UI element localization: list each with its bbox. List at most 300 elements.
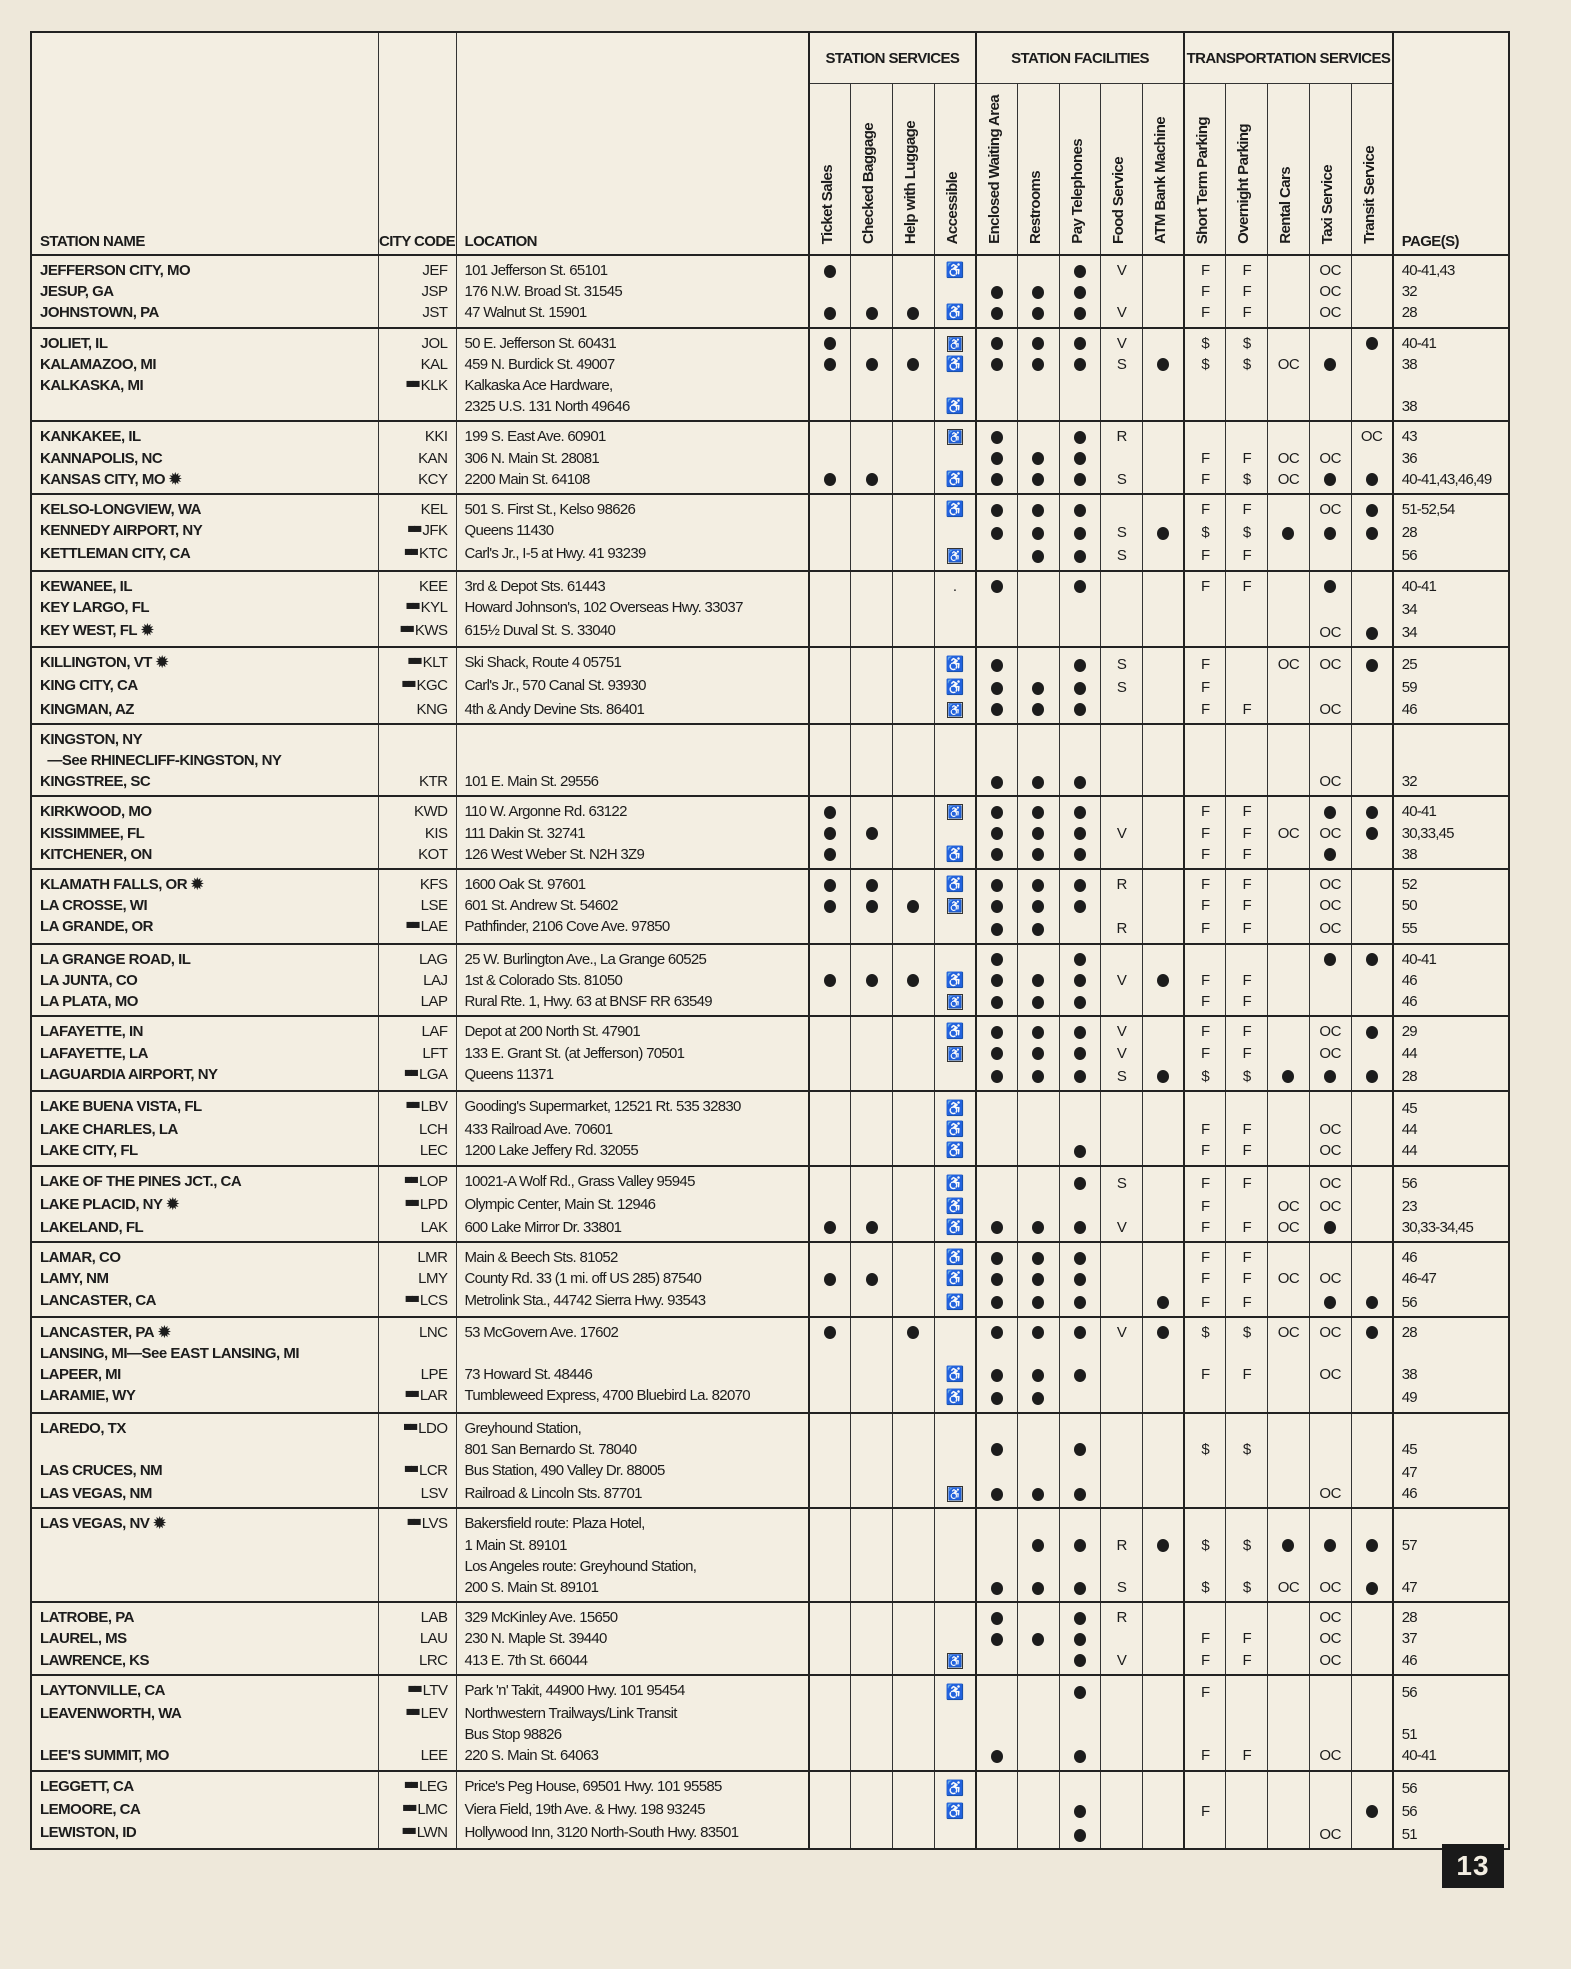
location-line: Bus Station, 490 Valley Dr. 88005 bbox=[464, 1461, 665, 1479]
filled-circle-icon bbox=[1032, 827, 1044, 840]
filled-circle-icon bbox=[824, 848, 836, 861]
location bbox=[456, 620, 809, 647]
service-cell bbox=[934, 281, 976, 302]
service-code: OC bbox=[1319, 624, 1341, 642]
service-cell bbox=[976, 448, 1018, 469]
service-cell bbox=[1268, 1385, 1310, 1412]
filled-circle-icon bbox=[1324, 1221, 1336, 1234]
location-line: 329 McKinley Ave. 15650 bbox=[464, 1609, 618, 1627]
location bbox=[456, 1602, 809, 1628]
service-cell bbox=[1017, 869, 1059, 895]
service-cell bbox=[1059, 1675, 1101, 1703]
location-line: 126 West Weber St. N2H 3Z9 bbox=[464, 845, 645, 863]
station-row bbox=[31, 1242, 1509, 1268]
service-cell bbox=[934, 1483, 976, 1508]
station-name bbox=[31, 991, 378, 1016]
service-code: F bbox=[1201, 803, 1210, 821]
filled-circle-icon bbox=[1032, 682, 1044, 695]
city-code-text: KLK bbox=[420, 377, 448, 395]
city-code bbox=[378, 944, 456, 970]
service-cell bbox=[976, 1268, 1018, 1289]
station-name bbox=[31, 944, 378, 970]
filled-circle-icon bbox=[991, 806, 1003, 819]
service-cell bbox=[1059, 1119, 1101, 1140]
filled-circle-icon bbox=[1032, 703, 1044, 716]
column-header bbox=[1226, 84, 1268, 256]
city-code bbox=[378, 1799, 456, 1822]
city-code bbox=[378, 1091, 456, 1119]
city-code-text: LMY bbox=[418, 1270, 448, 1288]
city-code bbox=[378, 1483, 456, 1508]
service-code: V bbox=[1116, 334, 1127, 352]
service-cell bbox=[1351, 1799, 1393, 1822]
service-cell bbox=[1309, 699, 1351, 724]
service-cell bbox=[1309, 1556, 1351, 1602]
service-code: F bbox=[1242, 1023, 1252, 1041]
station-name-text: LAS VEGAS, NV bbox=[40, 1515, 150, 1533]
wheelchair-icon: ♿ bbox=[945, 1249, 964, 1267]
service-cell bbox=[1309, 1166, 1351, 1194]
service-cell bbox=[1017, 421, 1059, 447]
location-line: 73 Howard St. 48446 bbox=[464, 1366, 593, 1384]
service-code: F bbox=[1201, 993, 1210, 1011]
filled-circle-icon bbox=[907, 974, 919, 987]
location-line: Price's Peg House, 69501 Hwy. 101 95585 bbox=[464, 1777, 722, 1795]
city-code-text: LAG bbox=[418, 950, 448, 968]
service-cell bbox=[1226, 944, 1268, 970]
filled-circle-icon bbox=[1366, 1805, 1378, 1818]
service-cell bbox=[892, 1602, 934, 1628]
city-code bbox=[378, 1317, 456, 1343]
service-cell bbox=[1226, 1119, 1268, 1140]
service-cell bbox=[1268, 421, 1310, 447]
service-cell bbox=[851, 1799, 893, 1822]
service-cell bbox=[1268, 916, 1310, 943]
station-name-text: KALAMAZOO, MI bbox=[40, 355, 156, 373]
service-cell bbox=[1101, 944, 1143, 970]
service-cell bbox=[892, 1043, 934, 1064]
filled-circle-icon bbox=[1074, 806, 1086, 819]
service-cell bbox=[1268, 1556, 1310, 1602]
station-name bbox=[31, 1290, 378, 1317]
filled-circle-icon bbox=[1032, 337, 1044, 350]
service-cell bbox=[1309, 991, 1351, 1016]
service-cell bbox=[1309, 1413, 1351, 1460]
filled-circle-icon bbox=[866, 1273, 878, 1286]
filled-circle-icon bbox=[1366, 1296, 1378, 1309]
location-line: Depot at 200 North St. 47901 bbox=[464, 1023, 641, 1041]
filled-circle-icon bbox=[991, 659, 1003, 672]
service-cell bbox=[1017, 1140, 1059, 1165]
service-cell bbox=[1351, 647, 1393, 675]
service-code: V bbox=[1116, 824, 1127, 842]
station-row bbox=[31, 647, 1509, 675]
service-cell bbox=[851, 421, 893, 447]
service-cell bbox=[1059, 1343, 1101, 1364]
service-cell bbox=[1226, 520, 1268, 543]
service-cell bbox=[1184, 328, 1226, 354]
service-cell bbox=[1226, 1343, 1268, 1364]
service-cell bbox=[976, 1556, 1018, 1602]
station-row bbox=[31, 895, 1509, 916]
service-code: F bbox=[1201, 470, 1210, 488]
service-cell bbox=[809, 1016, 851, 1042]
city-code-text: LAK bbox=[420, 1218, 448, 1236]
service-cell bbox=[1184, 1242, 1226, 1268]
service-code: F bbox=[1201, 1630, 1210, 1648]
service-cell bbox=[1017, 1628, 1059, 1649]
station-name-text: LAGUARDIA AIRPORT, NY bbox=[40, 1065, 218, 1083]
service-cell bbox=[1184, 1628, 1226, 1649]
column-header-label: Checked Baggage bbox=[860, 122, 878, 244]
filled-circle-icon bbox=[824, 827, 836, 840]
location bbox=[456, 844, 809, 869]
service-cell bbox=[892, 620, 934, 647]
city-code bbox=[378, 1628, 456, 1649]
filled-circle-icon bbox=[991, 337, 1003, 350]
station-name bbox=[31, 1242, 378, 1268]
filled-circle-icon bbox=[1366, 627, 1378, 640]
filled-circle-icon bbox=[1032, 504, 1044, 517]
service-cell bbox=[1351, 970, 1393, 991]
service-cell bbox=[892, 1508, 934, 1555]
service-cell bbox=[1184, 1217, 1226, 1242]
service-cell bbox=[1226, 699, 1268, 724]
location bbox=[456, 1675, 809, 1703]
city-code bbox=[378, 1043, 456, 1064]
service-cell bbox=[976, 1745, 1018, 1770]
service-cell bbox=[1059, 823, 1101, 844]
service-cell bbox=[1059, 916, 1101, 943]
service-code: $ bbox=[1201, 1578, 1210, 1596]
filled-circle-icon bbox=[991, 1273, 1003, 1286]
filled-circle-icon bbox=[824, 358, 836, 371]
service-code: F bbox=[1201, 304, 1210, 322]
service-cell bbox=[809, 1043, 851, 1064]
city-code bbox=[378, 1242, 456, 1268]
service-cell bbox=[1309, 1317, 1351, 1343]
column-header bbox=[976, 84, 1018, 256]
service-cell bbox=[1184, 1140, 1226, 1165]
station-name bbox=[31, 1194, 378, 1217]
city-code bbox=[378, 1194, 456, 1217]
pages: 40-41 bbox=[1393, 1745, 1509, 1770]
service-cell bbox=[809, 1745, 851, 1770]
service-cell bbox=[809, 281, 851, 302]
service-cell bbox=[892, 1460, 934, 1483]
city-code-text: LCR bbox=[418, 1461, 448, 1479]
city-code bbox=[378, 699, 456, 724]
filled-circle-icon bbox=[1074, 1296, 1086, 1309]
service-cell bbox=[1184, 823, 1226, 844]
location-line bbox=[465, 1343, 809, 1364]
service-cell bbox=[1226, 724, 1268, 771]
service-cell bbox=[1101, 796, 1143, 822]
station-name-text: LAFAYETTE, IN bbox=[40, 1023, 143, 1041]
city-code-text: JSP bbox=[421, 283, 448, 301]
service-cell bbox=[1184, 916, 1226, 943]
service-cell bbox=[809, 895, 851, 916]
service-cell bbox=[934, 869, 976, 895]
service-cell bbox=[1226, 1703, 1268, 1745]
service-cell bbox=[1017, 675, 1059, 698]
service-cell bbox=[1351, 1317, 1393, 1343]
pages: 40-41 bbox=[1393, 328, 1509, 354]
boxed-wheelchair-icon: ♿ bbox=[947, 995, 963, 1010]
service-cell bbox=[976, 520, 1018, 543]
filled-circle-icon bbox=[1366, 1070, 1378, 1083]
service-code: OC bbox=[1319, 876, 1341, 894]
service-cell bbox=[851, 597, 893, 620]
filled-circle-icon bbox=[866, 827, 878, 840]
service-cell bbox=[934, 771, 976, 796]
header-station-services: STATION SERVICES bbox=[809, 32, 976, 84]
service-code: $ bbox=[1242, 1440, 1251, 1458]
service-cell bbox=[1351, 916, 1393, 943]
service-cell bbox=[851, 1091, 893, 1119]
bus-icon: ▀▀ bbox=[408, 527, 421, 539]
station-group bbox=[31, 255, 1509, 328]
station-row bbox=[31, 597, 1509, 620]
station-name-text: KILLINGTON, VT bbox=[40, 654, 152, 672]
station-name bbox=[31, 1119, 378, 1140]
service-cell bbox=[1059, 302, 1101, 327]
service-cell bbox=[809, 302, 851, 327]
city-code bbox=[378, 1343, 456, 1364]
station-row bbox=[31, 1268, 1509, 1289]
filled-circle-icon bbox=[1324, 358, 1336, 371]
city-code-text: LAU bbox=[419, 1630, 448, 1648]
service-cell bbox=[851, 1822, 893, 1849]
service-cell bbox=[1226, 1140, 1268, 1165]
service-cell bbox=[934, 620, 976, 647]
service-code: OC bbox=[1319, 262, 1341, 279]
service-cell bbox=[1059, 1650, 1101, 1675]
service-code: OC bbox=[1277, 656, 1300, 674]
location bbox=[456, 1290, 809, 1317]
service-cell bbox=[976, 991, 1018, 1016]
service-cell bbox=[934, 328, 976, 354]
service-cell bbox=[934, 1675, 976, 1703]
service-cell bbox=[809, 1650, 851, 1675]
service-cell bbox=[1351, 944, 1393, 970]
station-row bbox=[31, 421, 1509, 447]
city-code-text: LWN bbox=[416, 1824, 448, 1841]
wheelchair-icon: ♿ bbox=[945, 262, 964, 279]
service-cell bbox=[976, 328, 1018, 354]
service-cell bbox=[892, 1091, 934, 1119]
service-cell bbox=[1059, 1194, 1101, 1217]
city-code bbox=[378, 448, 456, 469]
service-cell bbox=[1226, 1043, 1268, 1064]
service-cell bbox=[1101, 1343, 1143, 1364]
station-name bbox=[31, 869, 378, 895]
service-cell bbox=[1268, 1064, 1310, 1091]
location-line: 25 W. Burlington Ave., La Grange 60525 bbox=[464, 950, 707, 968]
service-cell bbox=[1017, 1650, 1059, 1675]
city-code-text: JFK bbox=[422, 522, 448, 540]
service-cell bbox=[1268, 1217, 1310, 1242]
service-cell bbox=[1017, 375, 1059, 421]
filled-circle-icon bbox=[1074, 1273, 1086, 1286]
service-cell bbox=[1059, 571, 1101, 597]
pages bbox=[1393, 1343, 1509, 1364]
service-cell bbox=[934, 1119, 976, 1140]
service-cell bbox=[1351, 1602, 1393, 1628]
service-cell bbox=[1351, 796, 1393, 822]
filled-circle-icon bbox=[1074, 286, 1086, 299]
service-cell bbox=[1226, 869, 1268, 895]
service-code: $ bbox=[1242, 1323, 1251, 1341]
station-name-text: LA JUNTA, CO bbox=[40, 971, 138, 989]
service-cell bbox=[892, 520, 934, 543]
service-cell bbox=[976, 823, 1018, 844]
service-cell bbox=[851, 1602, 893, 1628]
service-cell bbox=[1268, 1799, 1310, 1822]
station-row bbox=[31, 1119, 1509, 1140]
city-code bbox=[378, 354, 456, 375]
service-code: F bbox=[1242, 449, 1252, 467]
filled-circle-icon bbox=[991, 1252, 1003, 1265]
service-cell bbox=[1226, 895, 1268, 916]
service-cell bbox=[892, 699, 934, 724]
service-cell bbox=[1184, 647, 1226, 675]
service-cell bbox=[892, 421, 934, 447]
service-cell bbox=[851, 1343, 893, 1364]
city-code-text: LPE bbox=[420, 1366, 448, 1384]
service-cell bbox=[1184, 421, 1226, 447]
location bbox=[456, 1556, 809, 1602]
station-name bbox=[31, 1483, 378, 1508]
service-cell bbox=[1309, 1460, 1351, 1483]
filled-circle-icon bbox=[1324, 848, 1336, 861]
service-cell bbox=[1101, 302, 1143, 327]
service-cell bbox=[1268, 1091, 1310, 1119]
filled-circle-icon bbox=[1074, 1026, 1086, 1039]
service-cell bbox=[851, 916, 893, 943]
station-row bbox=[31, 1650, 1509, 1675]
service-cell bbox=[1101, 255, 1143, 281]
service-cell bbox=[1143, 944, 1185, 970]
city-code bbox=[378, 844, 456, 869]
service-cell bbox=[1184, 1091, 1226, 1119]
service-cell bbox=[1059, 1140, 1101, 1165]
filled-circle-icon bbox=[1074, 703, 1086, 716]
service-cell bbox=[1184, 1364, 1226, 1385]
city-code bbox=[378, 1675, 456, 1703]
city-code bbox=[378, 1385, 456, 1412]
filled-circle-icon bbox=[1032, 550, 1044, 563]
starburst-icon: ✹ bbox=[166, 1195, 179, 1213]
location bbox=[456, 970, 809, 991]
filled-circle-icon bbox=[991, 953, 1003, 966]
service-cell bbox=[1268, 796, 1310, 822]
filled-circle-icon bbox=[1074, 550, 1086, 563]
service-cell bbox=[1017, 1217, 1059, 1242]
service-code: $ bbox=[1242, 1536, 1251, 1554]
service-cell bbox=[1268, 1343, 1310, 1364]
service-cell bbox=[1143, 869, 1185, 895]
station-name bbox=[31, 354, 378, 375]
service-code: F bbox=[1201, 283, 1210, 301]
service-code: F bbox=[1201, 1044, 1210, 1062]
service-cell bbox=[1017, 1242, 1059, 1268]
bus-icon: ▀▀ bbox=[404, 550, 417, 562]
service-cell bbox=[851, 869, 893, 895]
service-cell bbox=[1351, 1822, 1393, 1849]
column-header bbox=[1184, 84, 1226, 256]
service-cell bbox=[1143, 675, 1185, 698]
filled-circle-icon bbox=[1074, 974, 1086, 987]
station-name bbox=[31, 1140, 378, 1165]
service-cell bbox=[1143, 647, 1185, 675]
service-cell bbox=[809, 520, 851, 543]
station-name bbox=[31, 916, 378, 943]
service-cell bbox=[1059, 354, 1101, 375]
location-line: 4th & Andy Devine Sts. 86401 bbox=[464, 700, 645, 718]
service-cell bbox=[934, 469, 976, 494]
pages: 56 bbox=[1393, 1771, 1509, 1799]
service-cell bbox=[976, 469, 1018, 494]
filled-circle-icon bbox=[1032, 879, 1044, 892]
service-cell bbox=[809, 699, 851, 724]
boxed-wheelchair-icon: ♿ bbox=[947, 702, 963, 717]
service-cell bbox=[1268, 1268, 1310, 1289]
service-cell bbox=[1101, 970, 1143, 991]
service-cell bbox=[1143, 796, 1185, 822]
service-cell bbox=[851, 1166, 893, 1194]
station-row bbox=[31, 1194, 1509, 1217]
filled-circle-icon bbox=[1074, 1686, 1086, 1699]
service-cell bbox=[1059, 1628, 1101, 1649]
filled-circle-icon bbox=[991, 580, 1003, 593]
service-cell bbox=[1059, 647, 1101, 675]
location bbox=[456, 771, 809, 796]
station-group bbox=[31, 494, 1509, 571]
service-code: F bbox=[1201, 449, 1210, 467]
city-code bbox=[378, 421, 456, 447]
service-code: F bbox=[1201, 1142, 1210, 1160]
station-name-text: KETTLEMAN CITY, CA bbox=[40, 545, 191, 563]
station-group bbox=[31, 724, 1509, 797]
column-header bbox=[851, 84, 893, 256]
service-cell bbox=[934, 675, 976, 698]
service-cell bbox=[1059, 724, 1101, 771]
service-cell bbox=[934, 1771, 976, 1799]
boxed-wheelchair-icon: ♿ bbox=[947, 805, 963, 820]
station-name bbox=[31, 895, 378, 916]
filled-circle-icon bbox=[1074, 953, 1086, 966]
service-code: F bbox=[1201, 262, 1210, 279]
service-cell bbox=[1226, 469, 1268, 494]
service-code: OC bbox=[1319, 1609, 1341, 1627]
service-code: F bbox=[1242, 1121, 1252, 1139]
service-cell bbox=[976, 1043, 1018, 1064]
service-cell bbox=[1351, 1242, 1393, 1268]
pages: 29 bbox=[1393, 1016, 1509, 1042]
column-header-label: Overnight Parking bbox=[1235, 124, 1253, 244]
service-cell bbox=[892, 796, 934, 822]
location bbox=[456, 1822, 809, 1849]
bus-icon: ▀▀ bbox=[407, 1520, 420, 1532]
filled-circle-icon bbox=[1074, 1829, 1086, 1842]
filled-circle-icon bbox=[1074, 1488, 1086, 1501]
starburst-icon: ✹ bbox=[153, 1515, 166, 1533]
service-cell bbox=[1309, 1016, 1351, 1042]
service-cell bbox=[1184, 895, 1226, 916]
service-cell bbox=[851, 1016, 893, 1042]
service-cell bbox=[1351, 1217, 1393, 1242]
